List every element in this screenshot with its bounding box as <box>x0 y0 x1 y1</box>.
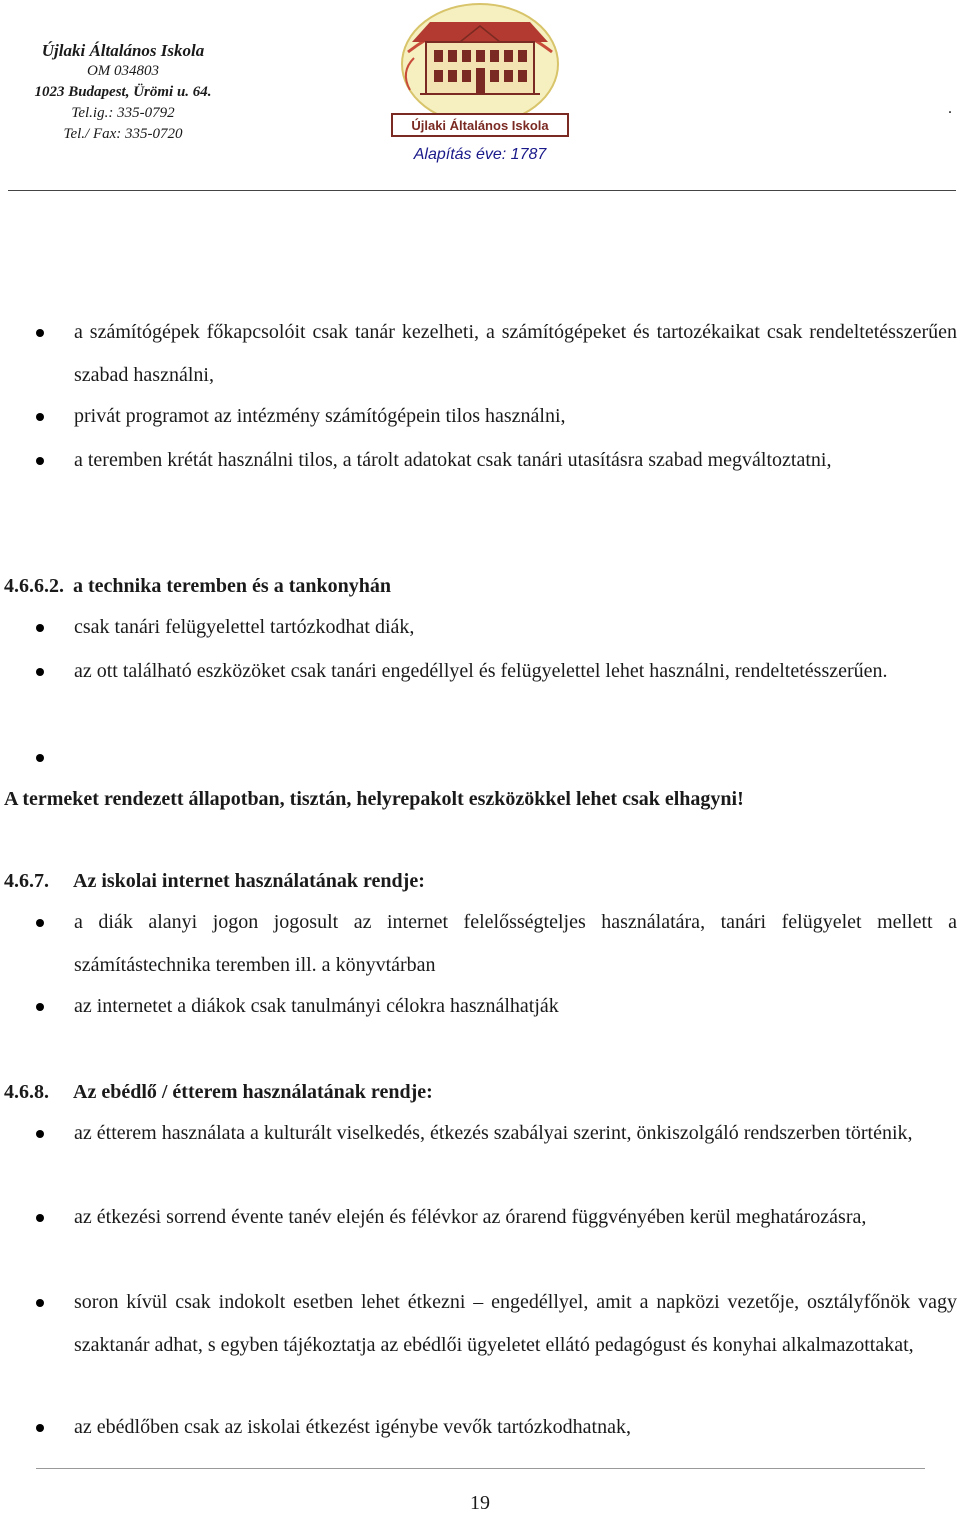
section-note: A termeket rendezett állapotban, tisztán, helyrepakolt eszközökkel lehet csak elhagyni! <box>4 788 744 810</box>
list-item: csak tanári felügyelettel tartózkodhat diák, <box>74 606 957 649</box>
page-header <box>0 0 960 195</box>
section-number: 4.6.7. <box>4 870 49 892</box>
logo-text: Újlaki Általános Iskola <box>411 118 549 133</box>
list-item: privát programot az intézmény számítógépein tilos használni, <box>74 395 957 438</box>
section-heading-4662 <box>4 565 944 608</box>
list-item: a teremben krétát használni tilos, a tárolt adatokat csak tanári utasításra szabad megváltoztatni, <box>74 439 957 482</box>
section-number: 4.6.6.2. <box>4 575 64 597</box>
list-item: a számítógépek főkapcsolóit csak tanár kezelheti, a számítógépeket és tartozékaikat csak rendeltetésszerűen szabad használni, <box>74 311 957 397</box>
school-address: 1023 Budapest, Ürömi u. 64. <box>34 84 212 100</box>
list-item: a diák alanyi jogon jogosult az internet felelősségteljes használatára, tanári felügyelet mellett a számítástechnika teremben ill. a könyvtárban <box>74 901 957 987</box>
section-heading-468 <box>4 1071 944 1114</box>
tel-ig: Tel.ig.: 335-0792 <box>71 105 175 121</box>
list-item-empty <box>74 736 957 779</box>
list-item: az étterem használata a kulturált viselkedés, étkezés szabályai szerint, önkiszolgáló rendszerben történik, <box>74 1112 957 1155</box>
list-item: az ott található eszközöket csak tanári engedéllyel és felügyelettel lehet használni, rendeltetésszerűen. <box>74 650 957 693</box>
list-item: az étkezési sorrend évente tanév elején és félévkor az órarend függvényében kerül meghatározásra, <box>74 1196 957 1239</box>
list-item: soron kívül csak indokolt esetben lehet étkezni – engedéllyel, amit a napközi vezetője, osztályfőnök vagy szaktanár adhat, s egyben tájékoztatja az ebédlői ügyeletet ellátó pedagógust és konyhai alkalmazottakat, <box>74 1281 957 1367</box>
founding-year: Alapítás éve: 1787 <box>413 146 547 163</box>
section-title: a technika teremben és a tankonyhán <box>73 575 391 597</box>
section-heading-467 <box>4 860 944 903</box>
list-item: az ebédlőben csak az iskolai étkezést igénybe vevők tartózkodhatnak, <box>74 1406 957 1449</box>
page-number: 19 <box>470 1492 490 1514</box>
tel-fax: Tel./ Fax: 335-0720 <box>63 126 183 142</box>
footer-divider <box>36 1468 925 1469</box>
list-item: az internetet a diákok csak tanulmányi célokra használhatják <box>74 985 957 1028</box>
school-contact-block <box>8 40 238 145</box>
section-title: Az ebédlő / étterem használatának rendje: <box>73 1081 433 1103</box>
om-number: OM 034803 <box>86 63 160 79</box>
header-dot: . <box>948 100 952 117</box>
header-divider <box>8 190 956 191</box>
section-title: Az iskolai internet használatának rendje: <box>73 870 425 892</box>
school-logo <box>390 2 570 137</box>
school-name: Újlaki Általános Iskola <box>41 41 205 60</box>
section-number: 4.6.8. <box>4 1081 49 1103</box>
